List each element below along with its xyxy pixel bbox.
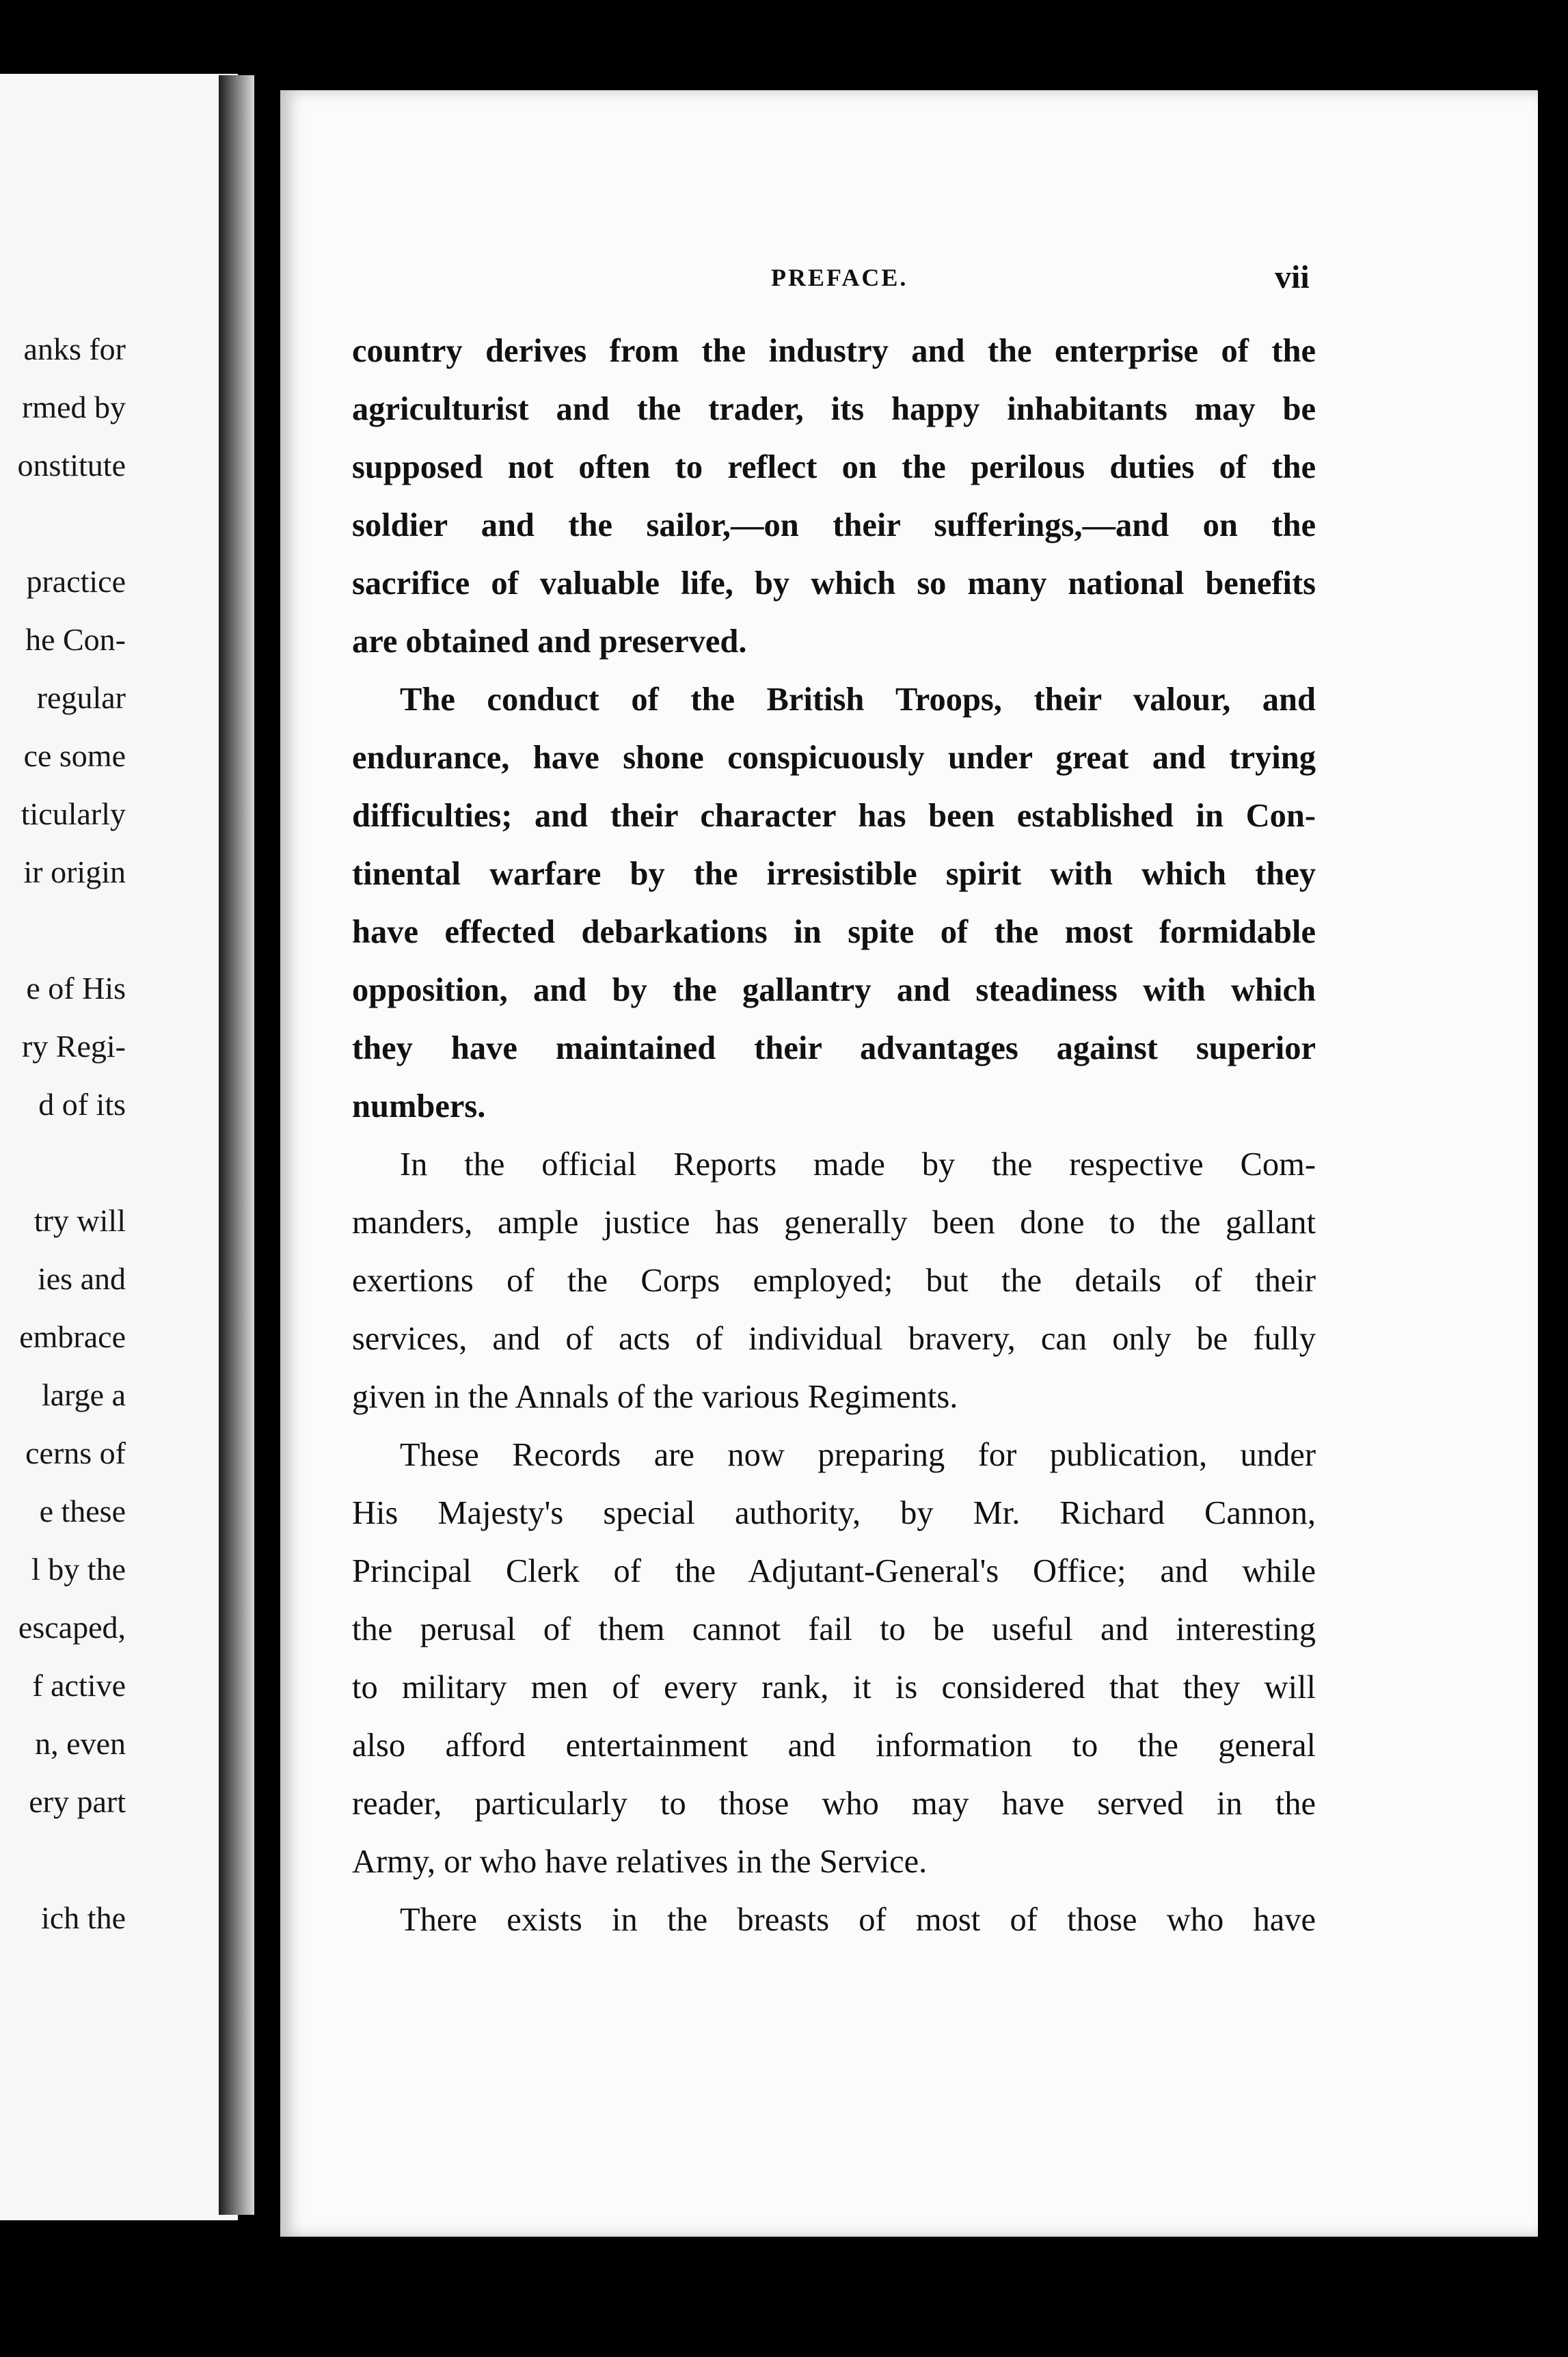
facing-page-line: cerns of [25, 1436, 126, 1470]
facing-page-line: ticularly [21, 796, 126, 831]
facing-page-line: d of its [38, 1087, 126, 1122]
text-line: agriculturist and the trader, its happy inhabitants may be [352, 391, 1316, 427]
facing-page-line: ry Regi- [21, 1029, 126, 1064]
text-line: sacrifice of valuable life, by which so many national benefits [352, 565, 1316, 602]
facing-page-line: rmed by [21, 390, 126, 425]
text-line: In the official Reports made by the respective Com- [400, 1146, 1316, 1183]
facing-page-line: practice [26, 564, 126, 599]
facing-page-line: embrace [19, 1319, 126, 1354]
facing-page [0, 74, 238, 2220]
text-line: reader, particularly to those who may have served in the [352, 1786, 1316, 1822]
text-line: given in the Annals of the various Regiments. [352, 1379, 958, 1415]
running-title: PREFACE. [771, 264, 908, 291]
text-line: they have maintained their advantages against superior [352, 1030, 1316, 1066]
text-line: His Majesty's special authority, by Mr. Richard Cannon, [352, 1495, 1316, 1531]
text-line: also afford entertainment and information to the general [352, 1727, 1316, 1764]
text-line: difficulties; and their character has been established in Con- [352, 798, 1316, 834]
text-line: have effected debarkations in spite of the most formidable [352, 914, 1316, 950]
facing-page-line: onstitute [17, 448, 126, 483]
text-line: endurance, have shone conspicuously under great and trying [352, 740, 1316, 776]
facing-page-line: ce some [23, 738, 126, 773]
text-line: Army, or who have relatives in the Service. [352, 1844, 928, 1880]
text-line: to military men of every rank, it is considered that they will [352, 1669, 1316, 1706]
facing-page-line: ich the [41, 1900, 126, 1935]
text-line: opposition, and by the gallantry and steadiness with which [352, 972, 1316, 1008]
text-line: the perusal of them cannot fail to be useful and interesting [352, 1611, 1316, 1647]
facing-page-line: he Con- [25, 622, 126, 657]
facing-page-line: escaped, [18, 1610, 126, 1645]
facing-page-line: e of His [26, 971, 126, 1006]
text-line: country derives from the industry and the enterprise of the [352, 333, 1316, 369]
text-line: These Records are now preparing for publication, under [400, 1437, 1316, 1473]
facing-page-line: regular [36, 680, 126, 715]
text-line: Principal Clerk of the Adjutant-General's Office; and while [352, 1553, 1316, 1589]
facing-page-line: n, even [35, 1726, 126, 1761]
facing-page-line: ies and [37, 1261, 126, 1296]
facing-page-line: e these [39, 1494, 126, 1528]
text-line: manders, ample justice has generally been done to the gallant [352, 1204, 1316, 1241]
facing-page-line: ir origin [23, 854, 126, 889]
text-line: There exists in the breasts of most of those who have [400, 1902, 1316, 1938]
text-line: numbers. [352, 1088, 486, 1124]
facing-page-line: f active [32, 1668, 126, 1703]
text-line: are obtained and preserved. [352, 623, 747, 660]
page-number: vii [1275, 259, 1310, 295]
facing-page-line: try will [33, 1203, 126, 1238]
facing-page-line: l by the [31, 1552, 126, 1587]
book-gutter [219, 75, 254, 2215]
text-line: services, and of acts of individual bravery, can only be fully [352, 1321, 1316, 1357]
facing-page-line: anks for [23, 332, 126, 366]
text-line: exertions of the Corps employed; but the details of their [352, 1263, 1316, 1299]
text-line: supposed not often to reflect on the perilous duties of the [352, 449, 1316, 485]
facing-page-line: ery part [29, 1784, 126, 1819]
facing-page-line: large a [41, 1377, 126, 1412]
text-line: soldier and the sailor,—on their sufferings,—and on the [352, 507, 1316, 543]
text-line: The conduct of the British Troops, their valour, and [400, 682, 1316, 718]
text-line: tinental warfare by the irresistible spirit with which they [352, 856, 1316, 892]
